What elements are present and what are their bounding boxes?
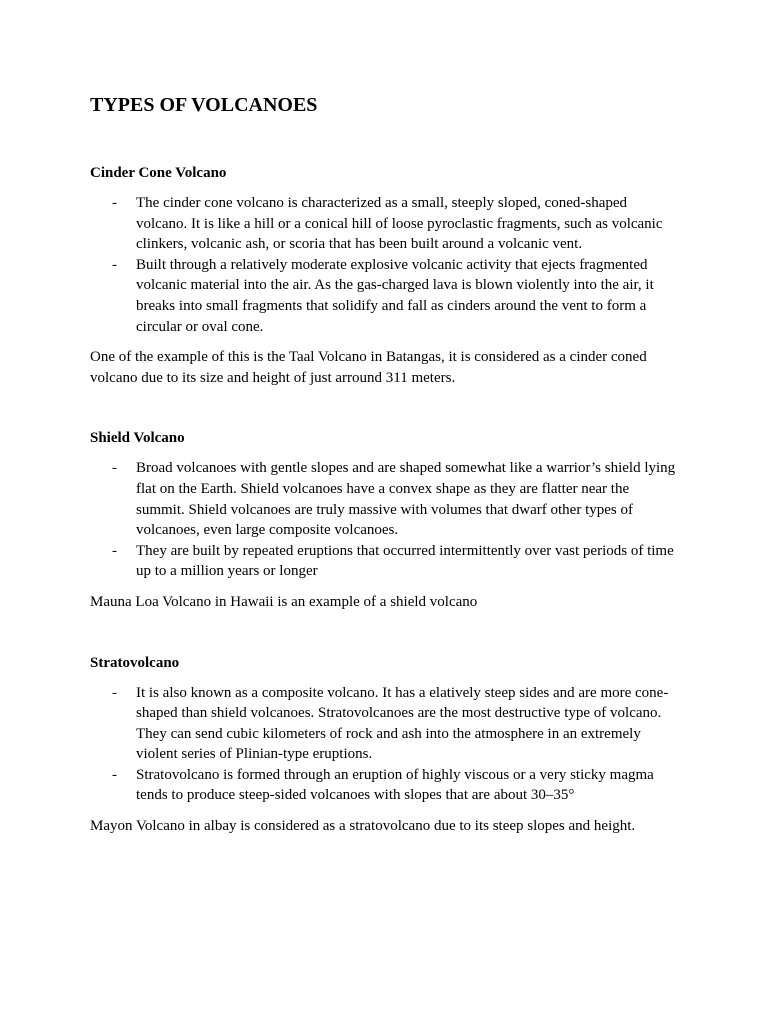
bullet-text: They are built by repeated eruptions that occurred intermittently over vast periods of time up to a million years or longer <box>136 542 674 580</box>
document-title: TYPES OF VOLCANOES <box>90 94 318 116</box>
bullet-list <box>90 193 680 337</box>
section-note: Mayon Volcano in albay is considered as a stratovolcano due to its steep slopes and height. <box>90 818 636 835</box>
section-heading: Shield Volcano <box>90 430 185 447</box>
bullet-marker: - <box>112 195 117 211</box>
list-item <box>90 683 680 765</box>
bullet-text: It is also known as a composite volcano. It has a elatively steep sides and are more cone-shaped than shield volcanoes. Stratovolcanoes are the most destructive type of volcano. They can send cubic kilometers of rock and ash into the atmosphere in an extremely violent series of Plinian-type eruptions. <box>136 684 669 763</box>
list-item <box>90 458 680 540</box>
bullet-text: Stratovolcano is formed through an eruption of highly viscous or a very sticky magma tends to produce steep-sided volcanoes with slopes that are about 30–35° <box>136 766 654 804</box>
section-cinder-cone <box>90 163 680 388</box>
bullet-list <box>90 683 680 807</box>
bullet-text: Built through a relatively moderate explosive volcanic activity that ejects fragmented volcanic material into the air. As the gas-charged lava is blown violently into the air, it breaks into small fragments that solidify and fall as cinders around the vent to form a circular or oval cone. <box>136 256 654 335</box>
section-heading: Cinder Cone Volcano <box>90 165 227 181</box>
bullet-list <box>90 458 680 582</box>
bullet-marker: - <box>112 256 117 273</box>
document-page <box>90 92 680 837</box>
section-note: Mauna Loa Volcano in Hawaii is an example of a shield volcano <box>90 593 478 610</box>
section-shield <box>90 428 680 612</box>
section-stratovolcano <box>90 653 680 837</box>
list-item <box>90 193 680 255</box>
bullet-text: Broad volcanoes with gentle slopes and are shaped somewhat like a warrior’s shield lying flat on the Earth. Shield volcanoes have a convex shape as they are flatter near the summit. Shield volcanoes are truly massive with volumes that dwarf other types of volcanoes, even large composite volcanoes. <box>136 460 676 539</box>
bullet-marker: - <box>112 684 117 701</box>
bullet-marker: - <box>112 542 117 559</box>
list-item <box>90 541 680 582</box>
section-heading: Stratovolcano <box>90 654 180 671</box>
list-item <box>90 255 680 337</box>
bullet-text: The cinder cone volcano is characterized as a small, steeply sloped, coned-shaped volcano. It is like a hill or a conical hill of loose pyroclastic fragments, such as volcanic clinkers, volcanic ash, or scoria that has been built around a volcanic vent. <box>136 195 663 253</box>
section-note: One of the example of this is the Taal Volcano in Batangas, it is considered as a cinder coned volcano due to its size and height of just arround 311 meters. <box>90 349 647 386</box>
bullet-marker: - <box>112 460 117 477</box>
bullet-marker: - <box>112 766 117 783</box>
list-item <box>90 765 680 806</box>
